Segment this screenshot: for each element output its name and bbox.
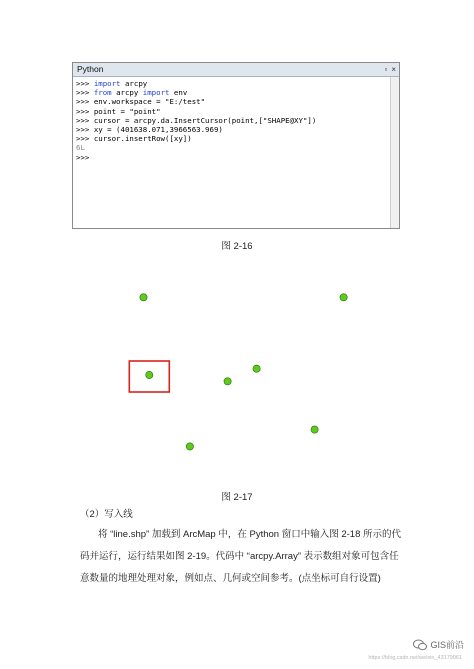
prompt-marker: >>> bbox=[76, 115, 94, 125]
code-line bbox=[76, 79, 387, 88]
map-point bbox=[186, 443, 193, 450]
prompt-marker: >>> bbox=[76, 97, 94, 107]
code-keyword: from bbox=[93, 88, 112, 98]
prompt-marker: >>> bbox=[76, 79, 94, 88]
paragraph-line: 意数量的地理处理对象，例如点、几何或空间参考。(点坐标可自行设置) bbox=[80, 573, 381, 584]
vertical-scrollbar[interactable] bbox=[390, 77, 399, 228]
python-window-title: Python bbox=[77, 64, 104, 74]
code-line bbox=[76, 97, 387, 106]
map-point bbox=[340, 294, 347, 301]
python-console[interactable] bbox=[73, 77, 390, 228]
watermark bbox=[413, 638, 464, 651]
prompt-marker: >>> bbox=[76, 134, 94, 144]
body-paragraph bbox=[80, 524, 402, 590]
figure-caption-2-17: 图 2-17 bbox=[221, 492, 253, 503]
minimize-icon[interactable]: ▫ bbox=[384, 65, 388, 74]
code-line bbox=[76, 116, 387, 125]
code-keyword: import bbox=[142, 88, 170, 98]
inserted-point bbox=[146, 371, 153, 378]
python-window-titlebar bbox=[73, 63, 399, 77]
code-text: cursor = arcpy.da.InsertCursor(point,["SHAPE@XY"]) bbox=[93, 115, 317, 125]
prompt-marker: >>> bbox=[76, 124, 94, 134]
prompt-marker: >>> bbox=[76, 152, 94, 162]
code-output: 6L bbox=[76, 143, 85, 153]
point-map bbox=[100, 270, 390, 480]
code-line bbox=[76, 88, 387, 97]
prompt-marker: >>> bbox=[76, 106, 94, 116]
code-text: env bbox=[169, 88, 188, 98]
map-point bbox=[311, 426, 318, 433]
map-point bbox=[253, 365, 260, 372]
map-point bbox=[140, 294, 147, 301]
code-line bbox=[76, 143, 387, 152]
code-keyword: import bbox=[93, 79, 121, 88]
code-line bbox=[76, 125, 387, 134]
watermark-label: GIS前沿 bbox=[430, 640, 464, 650]
code-text: xy = (401638.071,3966563.969) bbox=[93, 124, 223, 134]
code-text: arcpy bbox=[111, 88, 143, 98]
python-window bbox=[72, 62, 400, 229]
code-text: arcpy bbox=[120, 79, 148, 88]
paragraph-line: 码并运行，运行结果如图 2-19。代码中 “arcpy.Array” 表示数组对象可包含任 bbox=[80, 551, 399, 562]
code-line bbox=[76, 153, 387, 162]
wechat-icon bbox=[413, 639, 427, 651]
map-point bbox=[224, 378, 231, 385]
source-url: https://blog.csdn.net/weixin_43179061 bbox=[368, 655, 462, 661]
code-line bbox=[76, 107, 387, 116]
section-heading: （2）写入线 bbox=[80, 509, 133, 520]
window-controls bbox=[384, 63, 396, 76]
paragraph-line: 将 “line.shp” 加载到 ArcMap 中，在 Python 窗口中输入图 2-18 所示的代 bbox=[98, 529, 402, 540]
code-text: cursor.insertRow([xy]) bbox=[93, 134, 192, 144]
code-line bbox=[76, 134, 387, 143]
close-icon[interactable]: × bbox=[391, 65, 396, 74]
figure-caption-2-16: 图 2-16 bbox=[221, 241, 253, 252]
code-text: env.workspace = "E:/test" bbox=[93, 97, 206, 107]
prompt-marker: >>> bbox=[76, 88, 94, 98]
code-text: point = "point" bbox=[93, 106, 161, 116]
